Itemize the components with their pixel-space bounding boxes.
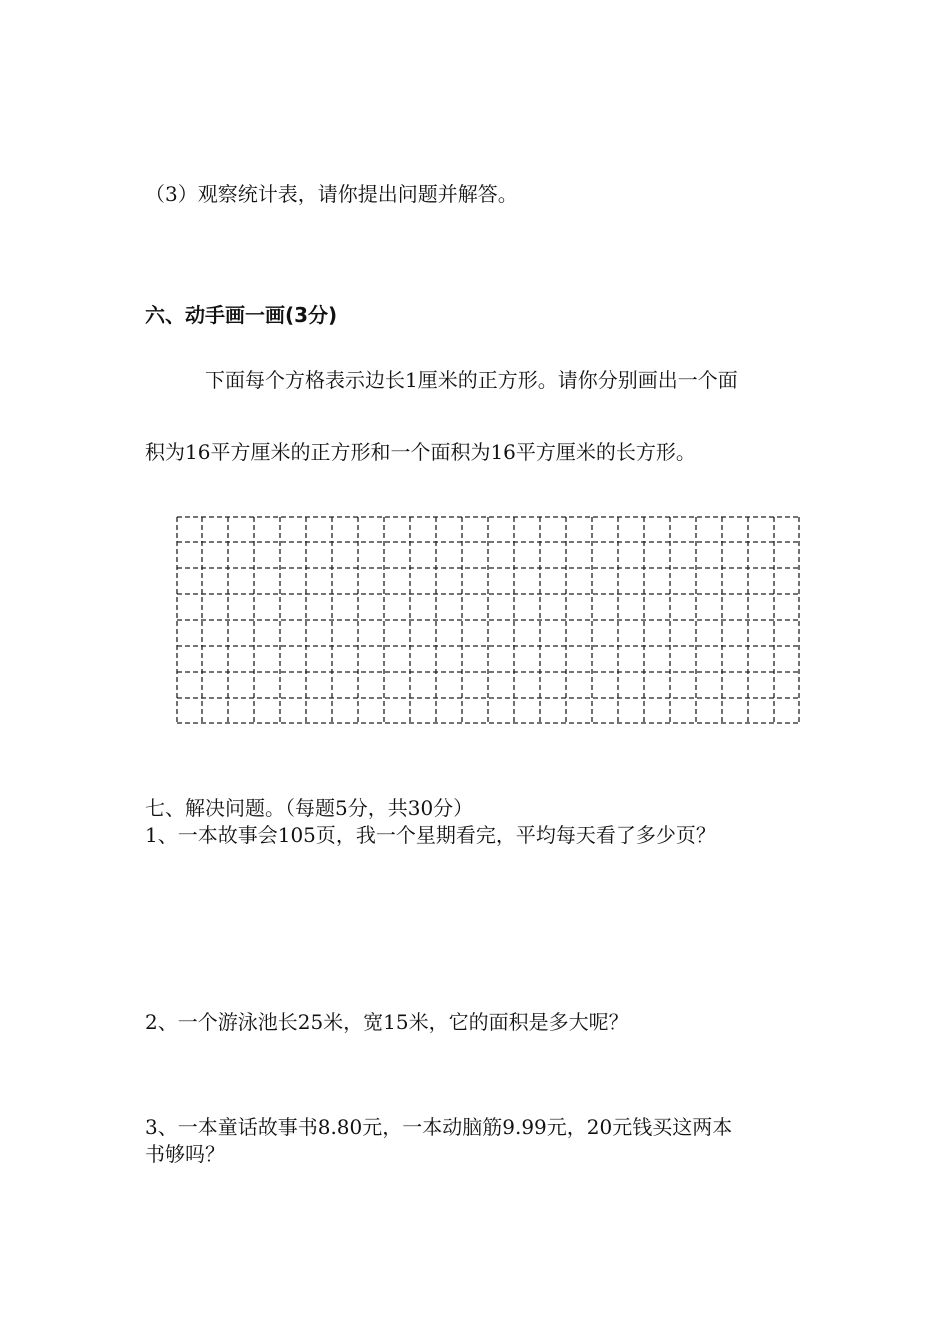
section-6-text-line-1: 下面每个方格表示边长1厘米的正方形。请你分别画出一个面 — [205, 368, 738, 392]
problem-3-line-2: 书够吗？ — [145, 1142, 225, 1166]
section-6-text-line-2: 积为16平方厘米的正方形和一个面积为16平方厘米的长方形。 — [145, 440, 696, 464]
question-3-observe: （3）观察统计表，请你提出问题并解答。 — [145, 182, 518, 206]
problem-3-line-1: 3、一本童话故事书8.80元，一本动脑筋9.99元，20元钱买这两本 — [145, 1115, 733, 1139]
section-7-title: 七、解决问题。（每题5分，共30分） — [145, 796, 474, 820]
problem-1: 1、一本故事会105页，我一个星期看完，平均每天看了多少页？ — [145, 823, 716, 847]
problem-2: 2、一个游泳池长25米，宽15米，它的面积是多大呢？ — [145, 1010, 629, 1034]
section-6-title: 六、动手画一画(3分) — [145, 303, 338, 327]
drawing-grid[interactable] — [176, 516, 800, 724]
